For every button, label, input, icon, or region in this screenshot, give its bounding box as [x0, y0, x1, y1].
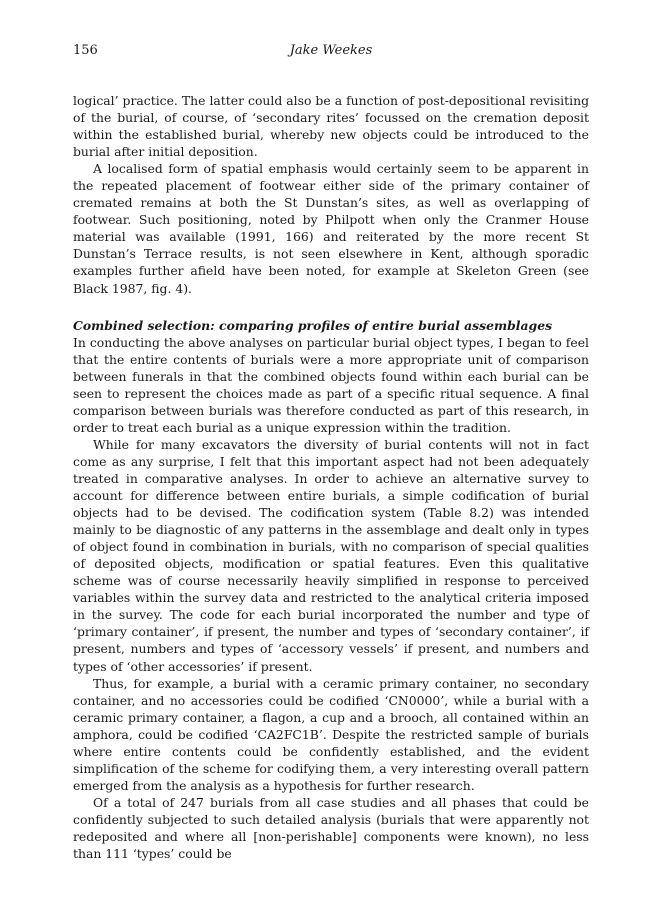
running-head-author: Jake Weekes [289, 43, 373, 58]
paragraph-example-codes: Thus, for example, a burial with a ceramic primary container, no secondary container, and no accessories could be codified ‘CN0000’, while a burial with a ceramic primary container, a flagon, a cup and a brooch, all contained within an amphora, could be codified ‘CA2FC1B’. Despite the restricted sample of burials where entire contents could be confidently established, and the evident simplification of the scheme for codifying them, a very interesting overall pattern emerged from the analysis as a hypothesis for further research. [73, 675, 589, 793]
paragraph-diversity: While for many excavators the diversity of burial contents will not in fact come as any surprise, I felt that this important aspect had not been adequately treated in comparative analyses. In order to achieve an alternative survey to account for difference between entire burials, a simple codification of burial objects had to be devised. The codification system (Table 8.2) was intended mainly to be diagnostic of any patterns in the assemblage and dealt only in types of object found in combination in burials, with no comparison of special qualities of deposited objects, modification or spatial features. Even this qualitative scheme was of course necessarily heavily simplified in response to perceived variables within the survey data and restricted to the analytical criteria imposed in the survey. The code for each burial incorporated the number and type of ‘primary container’, if present, the number and types of ‘secondary container’, if present, numbers and types of ‘accessory vessels’ if present, and numbers and types of ‘other accessories’ if present. [73, 436, 589, 674]
paragraph-total-burials: Of a total of 247 burials from all case studies and all phases that could be confidently subjected to such detailed analysis (burials that were apparently not redeposited and where all [non-perishable] components were known), no less than 111 ‘types’ could be [73, 794, 589, 862]
paragraph-combined-selection: In conducting the above analyses on particular burial object types, I began to feel that the entire contents of burials were a more appropriate unit of comparison between funerals in that the combined objects found within each burial can be seen to represent the choices made as part of a specific ritual sequence. A final comparison between burials was therefore conducted as part of this research, in order to treat each burial as a unique expression within the tradition. [73, 334, 589, 435]
paragraph-continued: logical’ practice. The latter could also be a function of post-depositional revisiting of the burial, of course, of ‘secondary rites’ focussed on the cremation deposit within the established burial, whereby new objects could be introduced to the burial after initial deposition. [73, 93, 589, 160]
paragraph-spatial-emphasis: A localised form of spatial emphasis would certainly seem to be apparent in the repeated placement of footwear either side of the primary container of cremated remains at both the St Dunstan’s sites, as well as overlapping of footwear. Such positioning, noted by Philpott when only the Cranmer House material was available (1991, 166) and reiterated by the more recent St Dunstan’s Terrace results, is not seen elsewhere in Kent, although sporadic examples further afield have been noted, for example at Skeleton Green (see Black 1987, fig. 4). [73, 161, 589, 296]
page-number: 156 [73, 43, 98, 58]
body-text [73, 92, 589, 862]
page-header [73, 42, 589, 62]
section-heading: Combined selection: comparing profiles of entire burial assemblages [73, 317, 553, 333]
